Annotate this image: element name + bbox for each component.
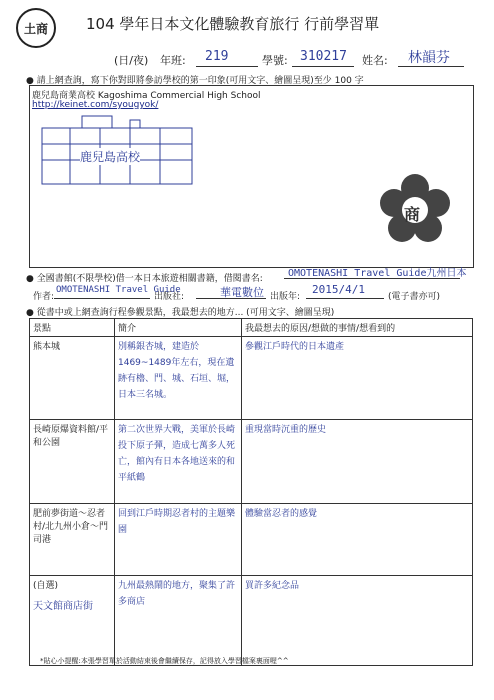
header-intro: 簡介 xyxy=(115,319,242,337)
book-title-value: OMOTENASHI Travel Guide九州日本 xyxy=(288,268,467,279)
reason-cell: 重現當時沉重的歷史 xyxy=(242,420,473,504)
table-header-row xyxy=(30,319,473,337)
school-name: 鹿兒島商業高校 Kagoshima Commercial High School xyxy=(32,91,261,101)
spot-self-select-label: (自選) xyxy=(33,581,59,591)
author-label: 作者: xyxy=(33,292,55,302)
table-row xyxy=(30,337,473,420)
bullet-icon: ● xyxy=(26,308,34,318)
date-underline xyxy=(306,298,384,299)
name-label: 姓名: xyxy=(362,54,388,67)
table-row xyxy=(30,420,473,504)
section2-instruction: ● 全國書館(不限學校)借一本日本旅遊相關書籍，借閱書名: xyxy=(26,274,263,284)
reason-cell: 體驗當忍者的感覺 xyxy=(242,504,473,576)
bullet-icon: ● xyxy=(26,274,34,284)
author-underline xyxy=(54,298,150,299)
ebook-note: (電子書亦可) xyxy=(388,292,441,302)
publisher-value: 華電數位 xyxy=(220,286,264,299)
spot-cell: 熊本城 xyxy=(30,337,115,420)
author-value: OMOTENASHI Travel Guide xyxy=(56,285,181,295)
seal-text: 商 xyxy=(404,205,421,224)
reason-cell: 買許多紀念品 xyxy=(242,576,473,666)
id-label: 學號: xyxy=(262,54,288,67)
spot-cell xyxy=(30,576,115,666)
drawing-label: 鹿兒島高校 xyxy=(80,150,141,164)
section3-instruction: ● 從書中或上網查詢行程參觀景點，我最想去的地方... (可用文字、繪圖呈現) xyxy=(26,308,335,318)
footer-note: *貼心小提醒:本張學習單於活動結束後會繼續保存，記得放入學習檔案裏面喔^^ xyxy=(40,657,289,665)
intro-cell: 第二次世界大戰，美軍於長崎投下原子彈，造成七萬多人死亡，館內有日本各地送來的和平紙鶴 xyxy=(115,420,242,504)
grade-underline xyxy=(196,66,258,67)
date-value: 2015/4/1 xyxy=(312,283,365,296)
name-value: 林韻芬 xyxy=(408,50,450,66)
table-row xyxy=(30,504,473,576)
page-title: 104 學年日本文化體驗教育旅行 行前學習單 xyxy=(86,15,380,33)
bullet-icon: ● xyxy=(26,76,34,86)
book-title-underline xyxy=(284,278,460,279)
intro-cell: 別稱銀杏城，建造於1469~1489年左右，現在遺跡有櫓、門、城、石垣、堀，日本三名城。 xyxy=(115,337,242,420)
spot-cell: 長崎原爆資料館/平和公園 xyxy=(30,420,115,504)
spot-cell: 肥前夢街道～忍者村/北九州小倉～門司港 xyxy=(30,504,115,576)
section1-instruction: ● 請上網查詢，寫下你對即將參訪學校的第一印象(可用文字、繪圖呈現)至少 100 字 xyxy=(26,76,364,86)
spot-self-select-value: 天文館商店街 xyxy=(33,601,93,612)
id-value: 310217 xyxy=(300,49,347,64)
publisher-label: 出版社: xyxy=(154,292,185,302)
intro-cell: 回到江戶時期忍者村的主題樂園 xyxy=(115,504,242,576)
publisher-underline xyxy=(196,298,266,299)
school-logo: 土商 xyxy=(16,8,56,48)
table-row xyxy=(30,576,473,666)
itinerary-table xyxy=(29,318,473,666)
intro-cell: 九州最熱鬧的地方，聚集了許多商店 xyxy=(115,576,242,666)
reason-cell: 參觀江戶時代的日本遺產 xyxy=(242,337,473,420)
id-underline xyxy=(292,66,354,67)
grade-label: 年班: xyxy=(160,54,186,67)
day-night-label: (日/夜) xyxy=(114,54,149,67)
name-underline xyxy=(398,66,464,67)
school-url-link[interactable]: http://keinet.com/syougyok/ xyxy=(32,100,159,110)
header-reason: 我最想去的原因/想做的事情/想看到的 xyxy=(242,319,473,337)
date-label: 出版年: xyxy=(270,292,301,302)
grade-value: 219 xyxy=(205,49,229,64)
header-spot: 景點 xyxy=(30,319,115,337)
